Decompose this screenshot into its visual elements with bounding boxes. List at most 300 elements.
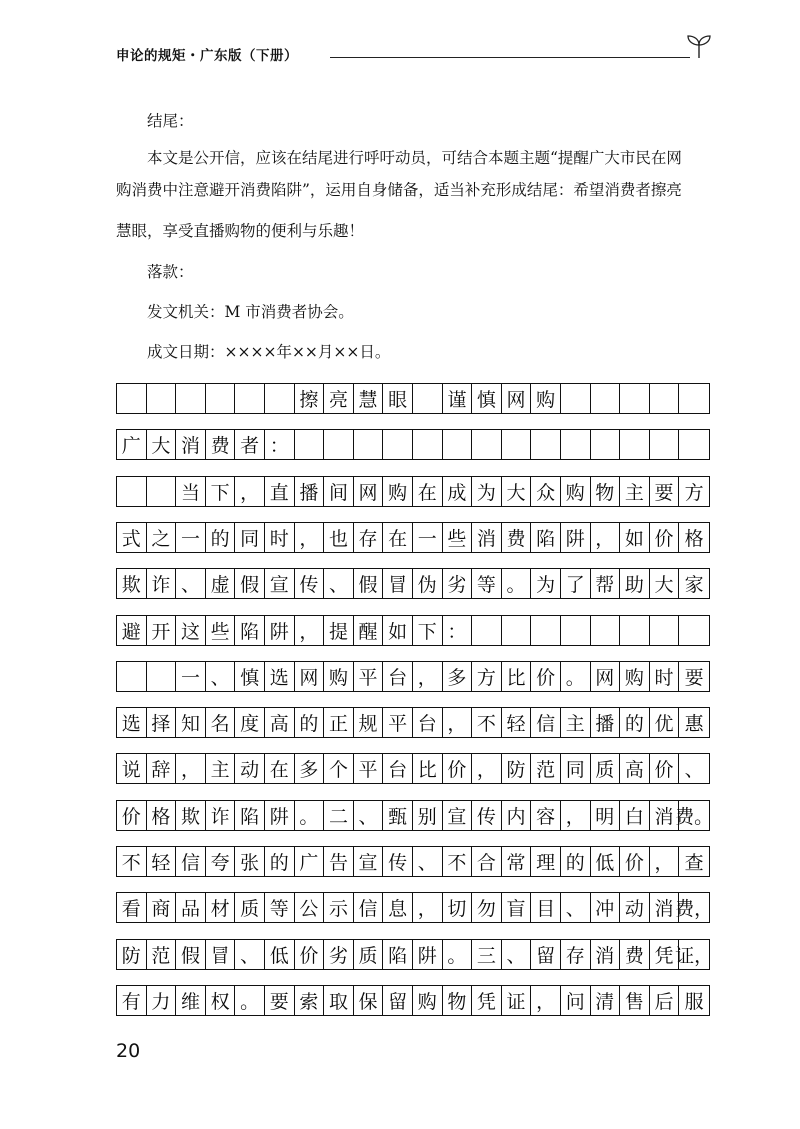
grid-cell: 伪 bbox=[413, 569, 443, 598]
grid-cell bbox=[650, 616, 680, 645]
grid-cell: 优 bbox=[650, 708, 680, 737]
grid-cell: ： bbox=[265, 430, 295, 459]
grid-cell: 合 bbox=[472, 847, 502, 876]
grid-cell: 高 bbox=[620, 754, 650, 783]
grid-cell: 费 bbox=[502, 523, 532, 552]
grid-cell bbox=[561, 430, 591, 459]
grid-cell bbox=[620, 616, 650, 645]
grid-cell: 盲 bbox=[502, 893, 532, 922]
grid-cell: 大 bbox=[650, 569, 680, 598]
grid-cell: 下 bbox=[206, 477, 236, 506]
grid-cell: 一 bbox=[176, 523, 206, 552]
grid-cell: 的 bbox=[561, 847, 591, 876]
grid-cell: 凭 bbox=[472, 986, 502, 1015]
grid-cell: 三 bbox=[472, 940, 502, 969]
paragraph: 购消费中注意避开消费陷阱”，运用自身储备，适当补充形成结尾：希望消费者擦亮 bbox=[116, 181, 682, 199]
grid-cell: 购 bbox=[324, 662, 354, 691]
grid-cell: 价 bbox=[650, 754, 680, 783]
grid-cell: 别 bbox=[413, 801, 443, 830]
grid-cell: 广 bbox=[295, 847, 325, 876]
grid-row bbox=[116, 939, 714, 970]
grid-cell: 规 bbox=[354, 708, 384, 737]
grid-cell: 劣 bbox=[443, 569, 473, 598]
grid-cell bbox=[531, 430, 561, 459]
grid-cell: 之 bbox=[147, 523, 177, 552]
grid-cell: 的 bbox=[206, 523, 236, 552]
paragraph: 结尾： bbox=[147, 112, 194, 130]
grid-cell: ， bbox=[650, 847, 680, 876]
grid-cell: 平 bbox=[354, 662, 384, 691]
grid-row bbox=[116, 522, 710, 553]
grid-cell bbox=[413, 430, 443, 459]
grid-cell: 辞 bbox=[147, 754, 177, 783]
grid-row bbox=[116, 985, 710, 1016]
grid-cell: 动 bbox=[235, 754, 265, 783]
grid-cell: 勿 bbox=[472, 893, 502, 922]
grid-cell: 轻 bbox=[502, 708, 532, 737]
grid-cell: 台 bbox=[383, 754, 413, 783]
grid-cell: 凭 bbox=[650, 940, 680, 969]
grid-cell: 。 bbox=[235, 986, 265, 1015]
grid-cell: 范 bbox=[531, 754, 561, 783]
grid-cell bbox=[117, 662, 147, 691]
grid-row bbox=[116, 753, 710, 784]
grid-cell: 网 bbox=[591, 662, 621, 691]
grid-cell: 提 bbox=[324, 616, 354, 645]
grid-cell: 众 bbox=[531, 477, 561, 506]
grid-cell: 价 bbox=[620, 847, 650, 876]
paragraph: 成文日期：××××年××月××日。 bbox=[147, 343, 391, 361]
grid-cell: 存 bbox=[561, 940, 591, 969]
grid-cell: 不 bbox=[117, 847, 147, 876]
grid-cell: 商 bbox=[147, 893, 177, 922]
grid-cell: 多 bbox=[443, 662, 473, 691]
grid-cell: 信 bbox=[531, 708, 561, 737]
grid-cell bbox=[472, 430, 502, 459]
grid-cell: 时 bbox=[650, 662, 680, 691]
grid-cell: 假 bbox=[354, 569, 384, 598]
grid-cell: 的 bbox=[295, 708, 325, 737]
grid-cell: 等 bbox=[472, 569, 502, 598]
grid-cell: 多 bbox=[295, 754, 325, 783]
grid-cell: ， bbox=[443, 708, 473, 737]
grid-cell: 宣 bbox=[354, 847, 384, 876]
grid-cell: 陷 bbox=[531, 523, 561, 552]
running-head: 申论的规矩・广东版（下册） bbox=[116, 48, 298, 64]
grid-cell: 二 bbox=[324, 801, 354, 830]
grid-cell: 大 bbox=[502, 477, 532, 506]
grid-cell: 个 bbox=[324, 754, 354, 783]
grid-cell: 诈 bbox=[147, 569, 177, 598]
grid-cell bbox=[679, 616, 709, 645]
grid-cell: 低 bbox=[265, 940, 295, 969]
grid-cell: 消 bbox=[176, 430, 206, 459]
grid-cell: 眼 bbox=[383, 384, 413, 413]
grid-cell: 在 bbox=[265, 754, 295, 783]
grid-cell: 信 bbox=[176, 847, 206, 876]
grid-cell: 要 bbox=[265, 986, 295, 1015]
grid-cell: 虚 bbox=[206, 569, 236, 598]
grid-cell: 费 bbox=[206, 430, 236, 459]
grid-cell bbox=[591, 616, 621, 645]
grid-cell: 方 bbox=[472, 662, 502, 691]
grid-cell: 高 bbox=[265, 708, 295, 737]
grid-cell: 内 bbox=[502, 801, 532, 830]
grid-cell: 购 bbox=[413, 986, 443, 1015]
grid-cell: 防 bbox=[502, 754, 532, 783]
grid-row bbox=[116, 800, 714, 831]
grid-cell: 家 bbox=[684, 574, 704, 596]
grid-cell: 网 bbox=[295, 662, 325, 691]
grid-cell: 择 bbox=[147, 708, 177, 737]
grid-cell: 夸 bbox=[206, 847, 236, 876]
grid-cell: 当 bbox=[176, 477, 206, 506]
grid-cell: 不 bbox=[472, 708, 502, 737]
grid-cell: 些 bbox=[206, 616, 236, 645]
grid-cell: 物 bbox=[443, 986, 473, 1015]
grid-cell bbox=[265, 384, 295, 413]
grid-cell: 帮 bbox=[591, 569, 621, 598]
grid-cell: 。 bbox=[295, 801, 325, 830]
grid-cell: 式 bbox=[117, 523, 147, 552]
grid-cell bbox=[561, 384, 591, 413]
grid-cell: 理 bbox=[531, 847, 561, 876]
grid-cell: 的 bbox=[620, 708, 650, 737]
grid-row bbox=[116, 476, 710, 507]
grid-row bbox=[116, 615, 710, 646]
grid-cell bbox=[117, 477, 147, 506]
grid-cell: 大 bbox=[147, 430, 177, 459]
grid-cell: 费 bbox=[620, 940, 650, 969]
grid-cell bbox=[561, 616, 591, 645]
grid-cell: 不 bbox=[443, 847, 473, 876]
grid-cell: 名 bbox=[206, 708, 236, 737]
grid-cell: 谨 bbox=[443, 384, 473, 413]
grid-cell: 格 bbox=[684, 528, 704, 550]
grid-cell: 质 bbox=[354, 940, 384, 969]
grid-row bbox=[116, 892, 714, 923]
grid-cell: 。 bbox=[443, 940, 473, 969]
grid-cell: 知 bbox=[176, 708, 206, 737]
grid-cell: 维 bbox=[176, 986, 206, 1015]
grid-cell: 主 bbox=[206, 754, 236, 783]
grid-cell: 证 bbox=[502, 986, 532, 1015]
grid-cell: 擦 bbox=[295, 384, 325, 413]
grid-cell: 目 bbox=[531, 893, 561, 922]
grid-cell: 材 bbox=[206, 893, 236, 922]
grid-cell: 广 bbox=[117, 430, 147, 459]
grid-cell: 选 bbox=[265, 662, 295, 691]
grid-cell: 查 bbox=[684, 852, 704, 874]
grid-cell: 低 bbox=[591, 847, 621, 876]
grid-row bbox=[116, 568, 710, 599]
grid-cell: 方 bbox=[684, 482, 704, 504]
grid-cell: 价 bbox=[117, 801, 147, 830]
grid-cell: 主 bbox=[561, 708, 591, 737]
grid-cell: 存 bbox=[354, 523, 384, 552]
grid-cell: 假 bbox=[235, 569, 265, 598]
grid-cell bbox=[472, 616, 502, 645]
grid-cell: 购 bbox=[383, 477, 413, 506]
grid-cell: 开 bbox=[147, 616, 177, 645]
grid-cell: 冒 bbox=[383, 569, 413, 598]
grid-cell: 后 bbox=[650, 986, 680, 1015]
grid-cell bbox=[620, 384, 650, 413]
grid-cell: 播 bbox=[295, 477, 325, 506]
grid-cell: 要 bbox=[684, 667, 704, 689]
grid-cell: 价 bbox=[531, 662, 561, 691]
grid-cell: 台 bbox=[413, 708, 443, 737]
grid-cell: 切 bbox=[443, 893, 473, 922]
header-rule bbox=[330, 57, 690, 58]
grid-cell bbox=[502, 430, 532, 459]
grid-cell: 成 bbox=[443, 477, 473, 506]
grid-cell bbox=[502, 616, 532, 645]
grid-cell: 说 bbox=[117, 754, 147, 783]
grid-cell: 度 bbox=[235, 708, 265, 737]
grid-row bbox=[116, 661, 710, 692]
grid-cell: 慎 bbox=[472, 384, 502, 413]
grid-cell: 防 bbox=[117, 940, 147, 969]
grid-cell bbox=[324, 430, 354, 459]
paragraph: 落款： bbox=[147, 263, 194, 281]
grid-cell: 陷 bbox=[383, 940, 413, 969]
grid-cell: ， bbox=[413, 662, 443, 691]
grid-cell: 冲 bbox=[591, 893, 621, 922]
grid-cell: 同 bbox=[235, 523, 265, 552]
sprout-icon bbox=[684, 30, 714, 60]
grid-cell: 购 bbox=[620, 662, 650, 691]
grid-cell: 消 bbox=[472, 523, 502, 552]
grid-cell: 网 bbox=[354, 477, 384, 506]
grid-cell: 慧 bbox=[354, 384, 384, 413]
grid-cell: 醒 bbox=[354, 616, 384, 645]
grid-cell bbox=[679, 384, 709, 413]
grid-cell: 权 bbox=[206, 986, 236, 1015]
grid-cell bbox=[147, 662, 177, 691]
grid-cell: 。 bbox=[561, 662, 591, 691]
grid-cell: 传 bbox=[383, 847, 413, 876]
grid-cell bbox=[591, 384, 621, 413]
grid-cell: 息 bbox=[383, 893, 413, 922]
grid-cell bbox=[235, 384, 265, 413]
grid-cell: 传 bbox=[472, 801, 502, 830]
grid-cell bbox=[295, 430, 325, 459]
grid-cell: 证， bbox=[675, 945, 714, 967]
grid-cell: 比 bbox=[413, 754, 443, 783]
grid-cell: 网 bbox=[502, 384, 532, 413]
grid-row bbox=[116, 383, 710, 414]
grid-cell: ， bbox=[176, 754, 206, 783]
grid-cell: 轻 bbox=[147, 847, 177, 876]
grid-cell: 主 bbox=[620, 477, 650, 506]
grid-cell: 劣 bbox=[324, 940, 354, 969]
grid-cell: 动 bbox=[620, 893, 650, 922]
grid-cell: 容 bbox=[531, 801, 561, 830]
grid-cell: 、 bbox=[176, 569, 206, 598]
paragraph: 发文机关：M 市消费者协会。 bbox=[147, 303, 354, 321]
grid-cell: 留 bbox=[383, 986, 413, 1015]
grid-cell: ， bbox=[413, 893, 443, 922]
grid-cell: 者 bbox=[235, 430, 265, 459]
grid-cell: 诈 bbox=[206, 801, 236, 830]
grid-cell: ： bbox=[443, 616, 473, 645]
grid-cell: 要 bbox=[650, 477, 680, 506]
grid-cell bbox=[679, 430, 709, 459]
grid-cell: 、 bbox=[354, 801, 384, 830]
grid-cell bbox=[117, 384, 147, 413]
grid-cell: 、 bbox=[684, 759, 704, 781]
grid-cell bbox=[443, 430, 473, 459]
grid-cell: 品 bbox=[176, 893, 206, 922]
grid-cell: 助 bbox=[620, 569, 650, 598]
grid-cell: 如 bbox=[383, 616, 413, 645]
grid-cell: 陷 bbox=[235, 616, 265, 645]
grid-cell bbox=[147, 477, 177, 506]
grid-cell: 质 bbox=[591, 754, 621, 783]
grid-cell: 阱 bbox=[265, 616, 295, 645]
grid-cell: 传 bbox=[295, 569, 325, 598]
grid-cell: 宣 bbox=[443, 801, 473, 830]
grid-cell: 些 bbox=[443, 523, 473, 552]
grid-cell bbox=[383, 430, 413, 459]
grid-cell bbox=[591, 430, 621, 459]
grid-cell: 范 bbox=[147, 940, 177, 969]
grid-cell: 比 bbox=[502, 662, 532, 691]
grid-cell bbox=[147, 384, 177, 413]
grid-cell: 台 bbox=[383, 662, 413, 691]
grid-cell: 下 bbox=[413, 616, 443, 645]
grid-cell: 白 bbox=[620, 801, 650, 830]
grid-cell: 这 bbox=[176, 616, 206, 645]
grid-cell: 时 bbox=[265, 523, 295, 552]
grid-cell: 宣 bbox=[265, 569, 295, 598]
grid-cell: 看 bbox=[117, 893, 147, 922]
grid-cell: 为 bbox=[531, 569, 561, 598]
grid-cell: 公 bbox=[295, 893, 325, 922]
grid-cell bbox=[176, 384, 206, 413]
grid-cell: 保 bbox=[354, 986, 384, 1015]
grid-cell bbox=[531, 616, 561, 645]
grid-cell: 价 bbox=[443, 754, 473, 783]
grid-cell: 假 bbox=[176, 940, 206, 969]
grid-cell: 有 bbox=[117, 986, 147, 1015]
grid-cell: 直 bbox=[265, 477, 295, 506]
grid-cell: 、 bbox=[235, 940, 265, 969]
grid-cell: 价 bbox=[295, 940, 325, 969]
grid-cell: ， bbox=[591, 523, 621, 552]
grid-cell bbox=[620, 430, 650, 459]
page-number: 20 bbox=[116, 1040, 141, 1062]
grid-cell: 问 bbox=[561, 986, 591, 1015]
grid-cell: ， bbox=[472, 754, 502, 783]
grid-cell: 售 bbox=[620, 986, 650, 1015]
grid-cell: 明 bbox=[591, 801, 621, 830]
grid-cell bbox=[650, 430, 680, 459]
grid-cell: 购 bbox=[561, 477, 591, 506]
grid-cell: 常 bbox=[502, 847, 532, 876]
grid-cell: 清 bbox=[591, 986, 621, 1015]
grid-cell: 播 bbox=[591, 708, 621, 737]
grid-cell: 告 bbox=[324, 847, 354, 876]
grid-row bbox=[116, 707, 710, 738]
grid-cell: 了 bbox=[561, 569, 591, 598]
grid-cell: ， bbox=[561, 801, 591, 830]
grid-cell: ， bbox=[235, 477, 265, 506]
grid-cell: 一 bbox=[176, 662, 206, 691]
grid-cell: 示 bbox=[324, 893, 354, 922]
grid-cell: 间 bbox=[324, 477, 354, 506]
grid-cell: 阱 bbox=[265, 801, 295, 830]
grid-cell: 格 bbox=[147, 801, 177, 830]
grid-cell: 阱 bbox=[413, 940, 443, 969]
grid-cell: 力 bbox=[147, 986, 177, 1015]
grid-cell: 消 bbox=[650, 801, 680, 830]
grid-cell: 张 bbox=[235, 847, 265, 876]
grid-cell: 消 bbox=[591, 940, 621, 969]
grid-cell: 费， bbox=[675, 898, 714, 920]
grid-cell: 一 bbox=[413, 523, 443, 552]
grid-cell: 也 bbox=[324, 523, 354, 552]
paragraph: 慧眼，享受直播购物的便利与乐趣！ bbox=[116, 222, 365, 240]
grid-cell: 费。 bbox=[675, 806, 714, 828]
grid-cell: 冒 bbox=[206, 940, 236, 969]
grid-cell: 平 bbox=[354, 754, 384, 783]
grid-cell: ， bbox=[295, 523, 325, 552]
grid-cell bbox=[650, 384, 680, 413]
grid-cell: 阱 bbox=[561, 523, 591, 552]
grid-cell: 、 bbox=[413, 847, 443, 876]
grid-cell bbox=[413, 384, 443, 413]
grid-cell: 在 bbox=[383, 523, 413, 552]
grid-cell: 等 bbox=[265, 893, 295, 922]
grid-cell: 平 bbox=[383, 708, 413, 737]
grid-cell: 避 bbox=[117, 616, 147, 645]
grid-cell: 。 bbox=[502, 569, 532, 598]
grid-cell: 亮 bbox=[324, 384, 354, 413]
grid-cell: 如 bbox=[620, 523, 650, 552]
grid-cell: 留 bbox=[531, 940, 561, 969]
grid-cell: 、 bbox=[206, 662, 236, 691]
grid-cell bbox=[206, 384, 236, 413]
grid-row bbox=[116, 429, 710, 460]
grid-cell: ， bbox=[531, 986, 561, 1015]
grid-row bbox=[116, 846, 710, 877]
grid-cell: 物 bbox=[591, 477, 621, 506]
grid-cell: 购 bbox=[531, 384, 561, 413]
grid-cell: 为 bbox=[472, 477, 502, 506]
grid-cell: 在 bbox=[413, 477, 443, 506]
grid-cell: 选 bbox=[117, 708, 147, 737]
grid-cell: 质 bbox=[235, 893, 265, 922]
grid-cell: 消 bbox=[650, 893, 680, 922]
grid-cell: 的 bbox=[265, 847, 295, 876]
grid-cell: 信 bbox=[354, 893, 384, 922]
grid-cell: 服 bbox=[684, 991, 704, 1013]
grid-cell: ， bbox=[295, 616, 325, 645]
grid-cell: 正 bbox=[324, 708, 354, 737]
grid-cell: 陷 bbox=[235, 801, 265, 830]
grid-cell: 、 bbox=[324, 569, 354, 598]
grid-cell: 价 bbox=[650, 523, 680, 552]
grid-cell: 慎 bbox=[235, 662, 265, 691]
paragraph: 本文是公开信，应该在结尾进行呼吁动员，可结合本题主题“提醒广大市民在网 bbox=[147, 149, 682, 167]
grid-cell: 索 bbox=[295, 986, 325, 1015]
grid-cell bbox=[354, 430, 384, 459]
grid-cell: 甄 bbox=[383, 801, 413, 830]
grid-cell: 同 bbox=[561, 754, 591, 783]
grid-cell: 欺 bbox=[176, 801, 206, 830]
